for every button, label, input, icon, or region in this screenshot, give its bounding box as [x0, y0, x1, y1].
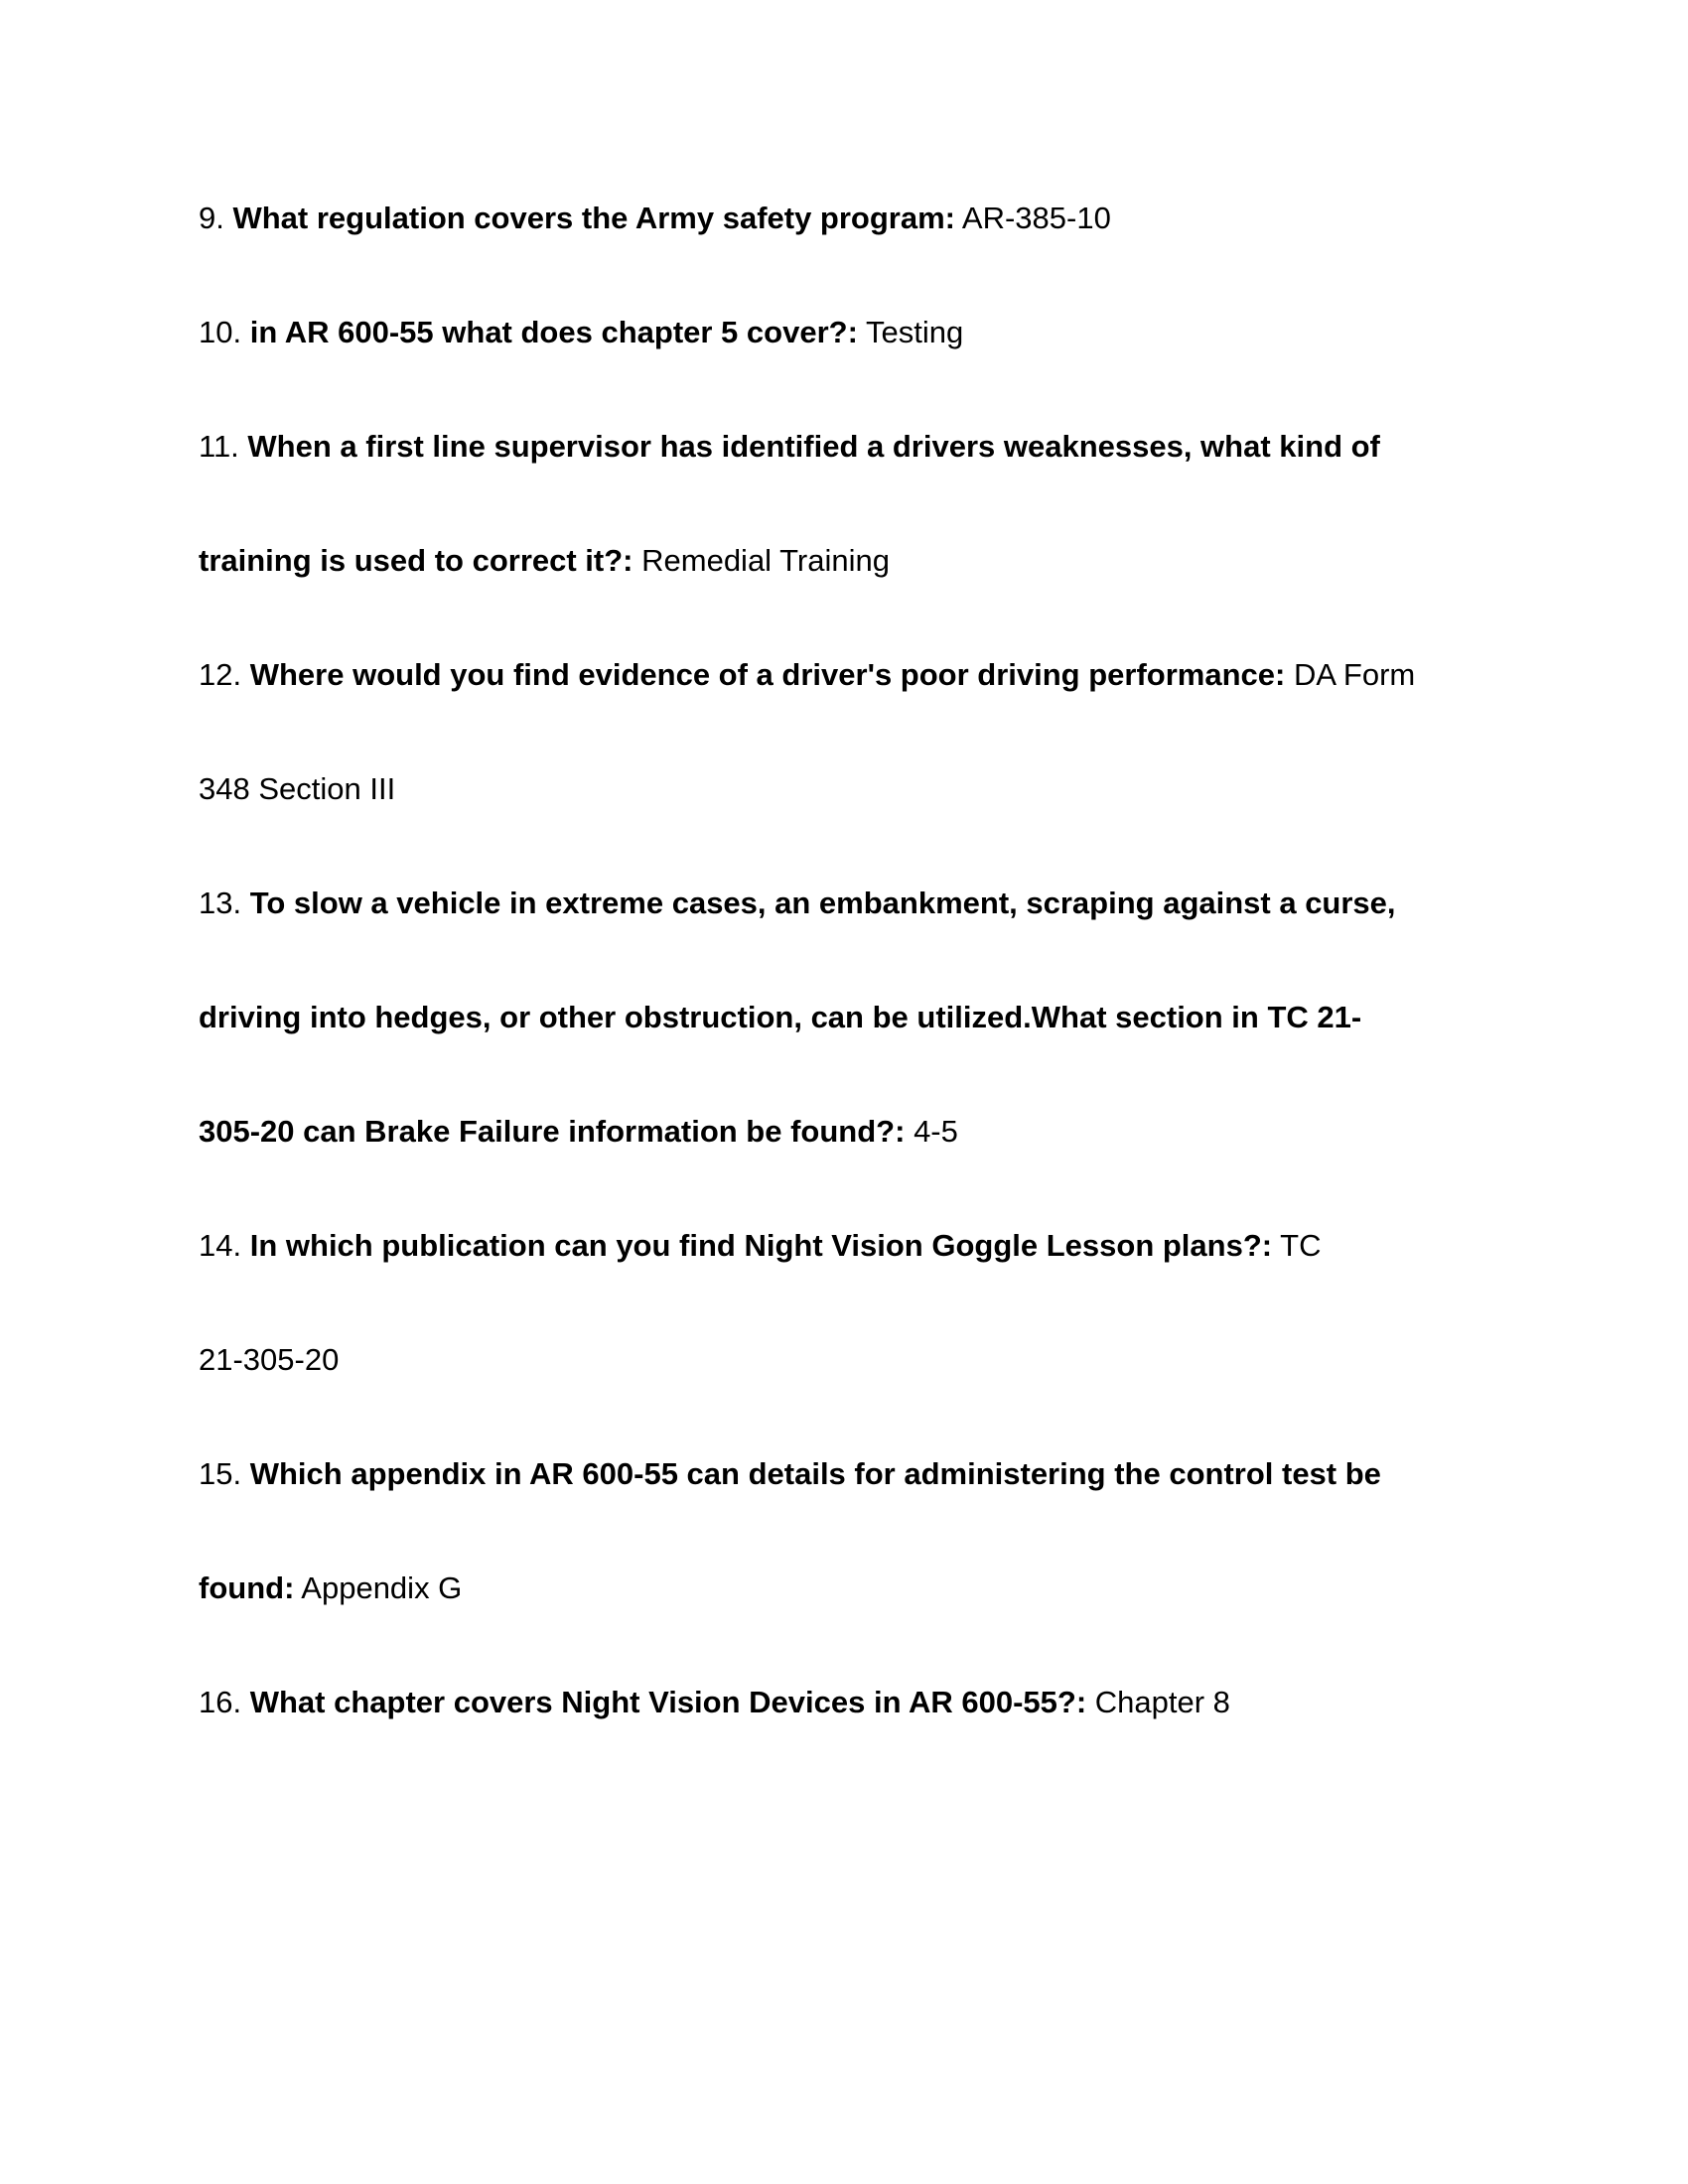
question-text: To slow a vehicle in extreme cases, an embankment, scraping against a curse,	[249, 886, 1396, 920]
question-text: In which publication can you find Night Vision Goggle Lesson plans?:	[249, 1228, 1273, 1263]
question-text: in AR 600-55 what does chapter 5 cover?:	[249, 315, 858, 349]
qa-item-11-line-1	[199, 427, 1380, 467]
item-number: 9.	[199, 201, 224, 235]
qa-item-14-line-2	[199, 1340, 339, 1380]
question-text: driving into hedges, or other obstruction, can be utilized.What section in TC 21-	[199, 1000, 1362, 1034]
qa-item-13-line-2	[199, 998, 1361, 1037]
answer-text: 4-5	[914, 1114, 958, 1149]
question-text: found:	[199, 1570, 295, 1605]
qa-item-14-line-1	[199, 1226, 1321, 1266]
answer-text: Chapter 8	[1094, 1685, 1230, 1719]
question-text: What chapter covers Night Vision Devices in AR 600-55?:	[249, 1685, 1087, 1719]
question-text: When a first line supervisor has identified a drivers weaknesses, what kind of	[247, 429, 1380, 464]
answer-text: TC	[1280, 1228, 1322, 1263]
item-number: 11.	[199, 429, 239, 464]
item-number: 13.	[199, 886, 242, 920]
qa-item-12-line-1	[199, 655, 1415, 695]
question-text: Where would you find evidence of a driver's poor driving performance:	[249, 657, 1286, 692]
qa-item-16	[199, 1683, 1230, 1722]
question-text: 305-20 can Brake Failure information be found?:	[199, 1114, 906, 1149]
answer-text: Appendix G	[301, 1570, 463, 1605]
qa-item-13-line-3	[199, 1112, 958, 1152]
item-number: 10.	[199, 315, 242, 349]
question-text: training is used to correct it?:	[199, 543, 633, 578]
item-number: 14.	[199, 1228, 242, 1263]
qa-item-13-line-1	[199, 884, 1396, 923]
qa-item-10	[199, 313, 963, 352]
answer-text: Testing	[865, 315, 964, 349]
qa-item-11-line-2	[199, 541, 890, 581]
answer-text: Remedial Training	[641, 543, 890, 578]
question-text: What regulation covers the Army safety program:	[232, 201, 956, 235]
qa-item-9	[199, 199, 1111, 238]
item-number: 15.	[199, 1456, 242, 1491]
answer-text: 348 Section III	[199, 771, 396, 806]
qa-item-12-line-2	[199, 769, 395, 809]
qa-item-15-line-2	[199, 1569, 462, 1608]
item-number: 16.	[199, 1685, 242, 1719]
qa-item-15-line-1	[199, 1454, 1381, 1494]
answer-text: 21-305-20	[199, 1342, 340, 1377]
item-number: 12.	[199, 657, 242, 692]
answer-text: DA Form	[1293, 657, 1416, 692]
question-text: Which appendix in AR 600-55 can details for administering the control test be	[249, 1456, 1381, 1491]
answer-text: AR-385-10	[961, 201, 1111, 235]
